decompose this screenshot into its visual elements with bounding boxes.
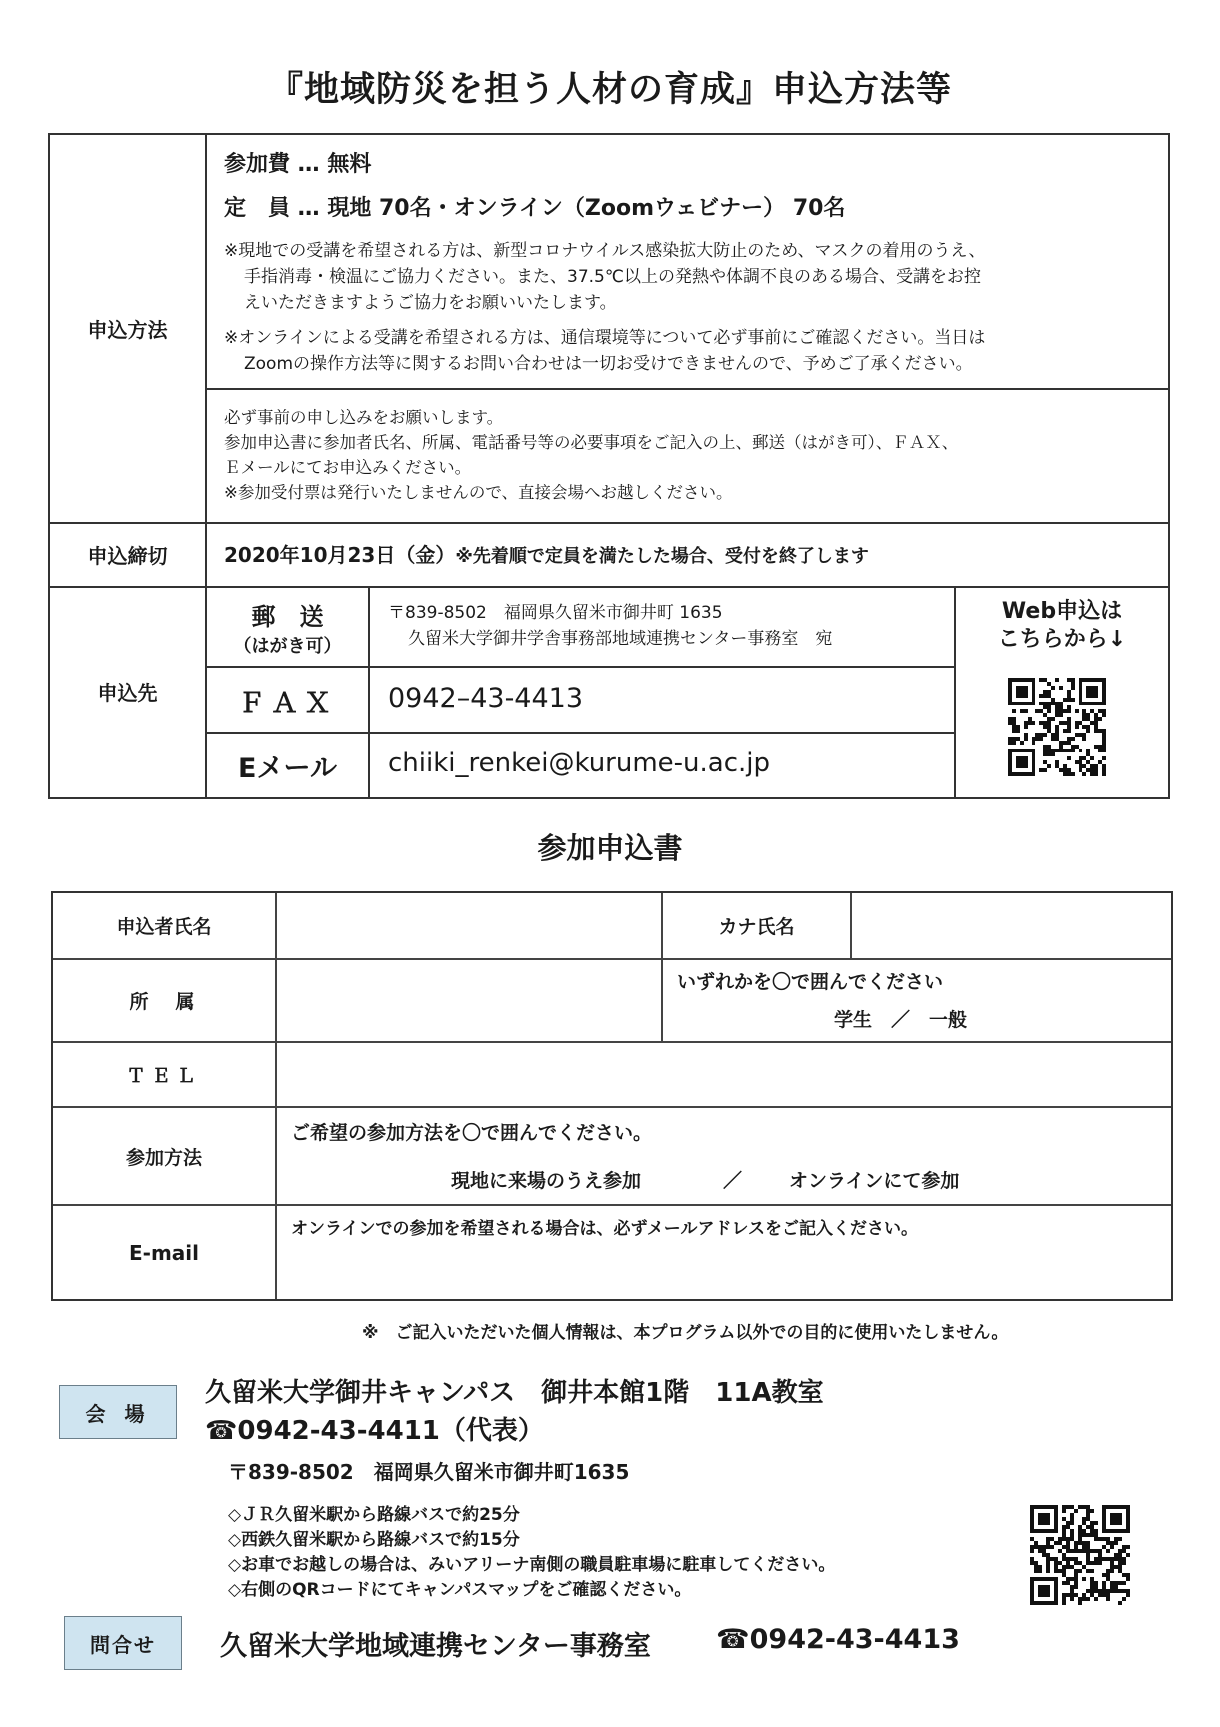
name-input[interactable] bbox=[277, 893, 661, 958]
application-form-table bbox=[51, 891, 1173, 1301]
name-label: 申込者氏名 bbox=[116, 916, 212, 938]
method-label: 申込方法 bbox=[87, 318, 168, 342]
contact-badge: 問合せ bbox=[64, 1616, 182, 1670]
note-online: ※オンラインによる受講を希望される方は、通信環境等について必ず事前にご確認ください。当日は Zoomの操作方法等に関するお問い合わせは一切お受けできませんので、予めご了承ください。 bbox=[224, 328, 986, 374]
privacy-note: ※ ご記入いただいた個人情報は、本プログラム以外での目的に使用いたしません。 bbox=[362, 1323, 1009, 1343]
venue-tel: ☎0942-43-4411（代表） bbox=[205, 1416, 544, 1446]
kana-input[interactable] bbox=[852, 893, 1171, 958]
form-title: 参加申込書 bbox=[537, 831, 683, 865]
form-email-note: オンラインでの参加を希望される場合は、必ずメールアドレスをご記入ください。 bbox=[291, 1219, 918, 1239]
venue-address: 〒839-8502 福岡県久留米市御井町1635 bbox=[228, 1460, 630, 1484]
page-title: 『地域防災を担う人材の育成』申込方法等 bbox=[267, 70, 952, 110]
web-apply-text: Web申込は こちらから↓ bbox=[997, 599, 1127, 652]
email-address[interactable]: chiiki_renkei@kurume-u.ac.jp bbox=[388, 748, 771, 778]
circle-note: いずれかを〇で囲んでください bbox=[677, 971, 944, 993]
venue-access: ◇ＪＲ久留米駅から路線バスで約25分 ◇西鉄久留米駅から路線バスで約15分 ◇お車でお越しの場合は、みいアリーナ南側の職員駐車場に駐車してください。 ◇右側のQRコードにてキャンパスマップをご確認ください。 bbox=[228, 1505, 836, 1600]
form-email-label: E-mail bbox=[128, 1240, 199, 1265]
participation-method-note: ご希望の参加方法を〇で囲んでください。 bbox=[291, 1122, 653, 1144]
fax-label: ＦＡＸ bbox=[238, 687, 337, 719]
tel-input[interactable] bbox=[277, 1043, 1171, 1106]
venue-name: 久留米大学御井キャンパス 御井本館1階 11A教室 bbox=[205, 1378, 824, 1408]
affiliation-input[interactable] bbox=[277, 960, 661, 1041]
online-choice[interactable]: オンラインにて参加 bbox=[789, 1170, 960, 1192]
destination-label: 申込先 bbox=[97, 681, 158, 705]
note-onsite: ※現地での受講を希望される方は、新型コロナウイルス感染拡大防止のため、マスクの着用のうえ、 手指消毒・検温にご協力ください。また、37.5℃以上の発熱や体調不良のある場合、受講をお控 えいただきますようご協力をお願いいたします。 bbox=[224, 241, 986, 313]
contact-tel: ☎0942-43-4413 bbox=[716, 1624, 960, 1655]
capacity-text: 定 員 … 現地 70名・オンライン（Zoomウェビナー） 70名 bbox=[224, 196, 846, 221]
application-info-table bbox=[48, 133, 1170, 799]
method-separator: ／ bbox=[723, 1170, 743, 1192]
email-label: Eメール bbox=[238, 753, 337, 784]
mail-label: 郵 送 （はがき可） bbox=[233, 602, 342, 657]
web-apply-qr-code[interactable] bbox=[1008, 678, 1106, 776]
deadline-label: 申込締切 bbox=[87, 543, 168, 568]
student-general-choice[interactable]: 学生 ／ 一般 bbox=[834, 1009, 968, 1031]
contact-name: 久留米大学地域連携センター事務室 bbox=[220, 1631, 651, 1662]
venue-badge: 会 場 bbox=[59, 1385, 177, 1439]
fax-number: 0942–43-4413 bbox=[388, 683, 584, 714]
tel-label: ＴＥＬ bbox=[126, 1065, 202, 1087]
deadline-date: 2020年10月23日（金）※先着順で定員を満たした場合、受付を終了します bbox=[224, 543, 869, 567]
mail-address: 〒839-8502 福岡県久留米市御井町 1635 久留米大学御井学舎事務部地域連携センター事務室 宛 bbox=[388, 603, 833, 649]
fee-text: 参加費 … 無料 bbox=[224, 152, 372, 177]
participation-method-label: 参加方法 bbox=[125, 1146, 202, 1169]
affiliation-label: 所 属 bbox=[129, 991, 199, 1013]
onsite-choice[interactable]: 現地に来場のうえ参加 bbox=[451, 1170, 642, 1192]
howto-text: 必ず事前の申し込みをお願いします。 参加申込書に参加者氏名、所属、電話番号等の必要事項をご記入の上、郵送（はがき可）、ＦＡＸ、 Ｅメールにてお申込みください。 ※参加受付票は発行いたしませんので、直接会場へお越しください。 bbox=[224, 408, 959, 502]
kana-label: カナ氏名 bbox=[718, 916, 795, 938]
campus-map-qr-code[interactable] bbox=[1030, 1505, 1130, 1605]
